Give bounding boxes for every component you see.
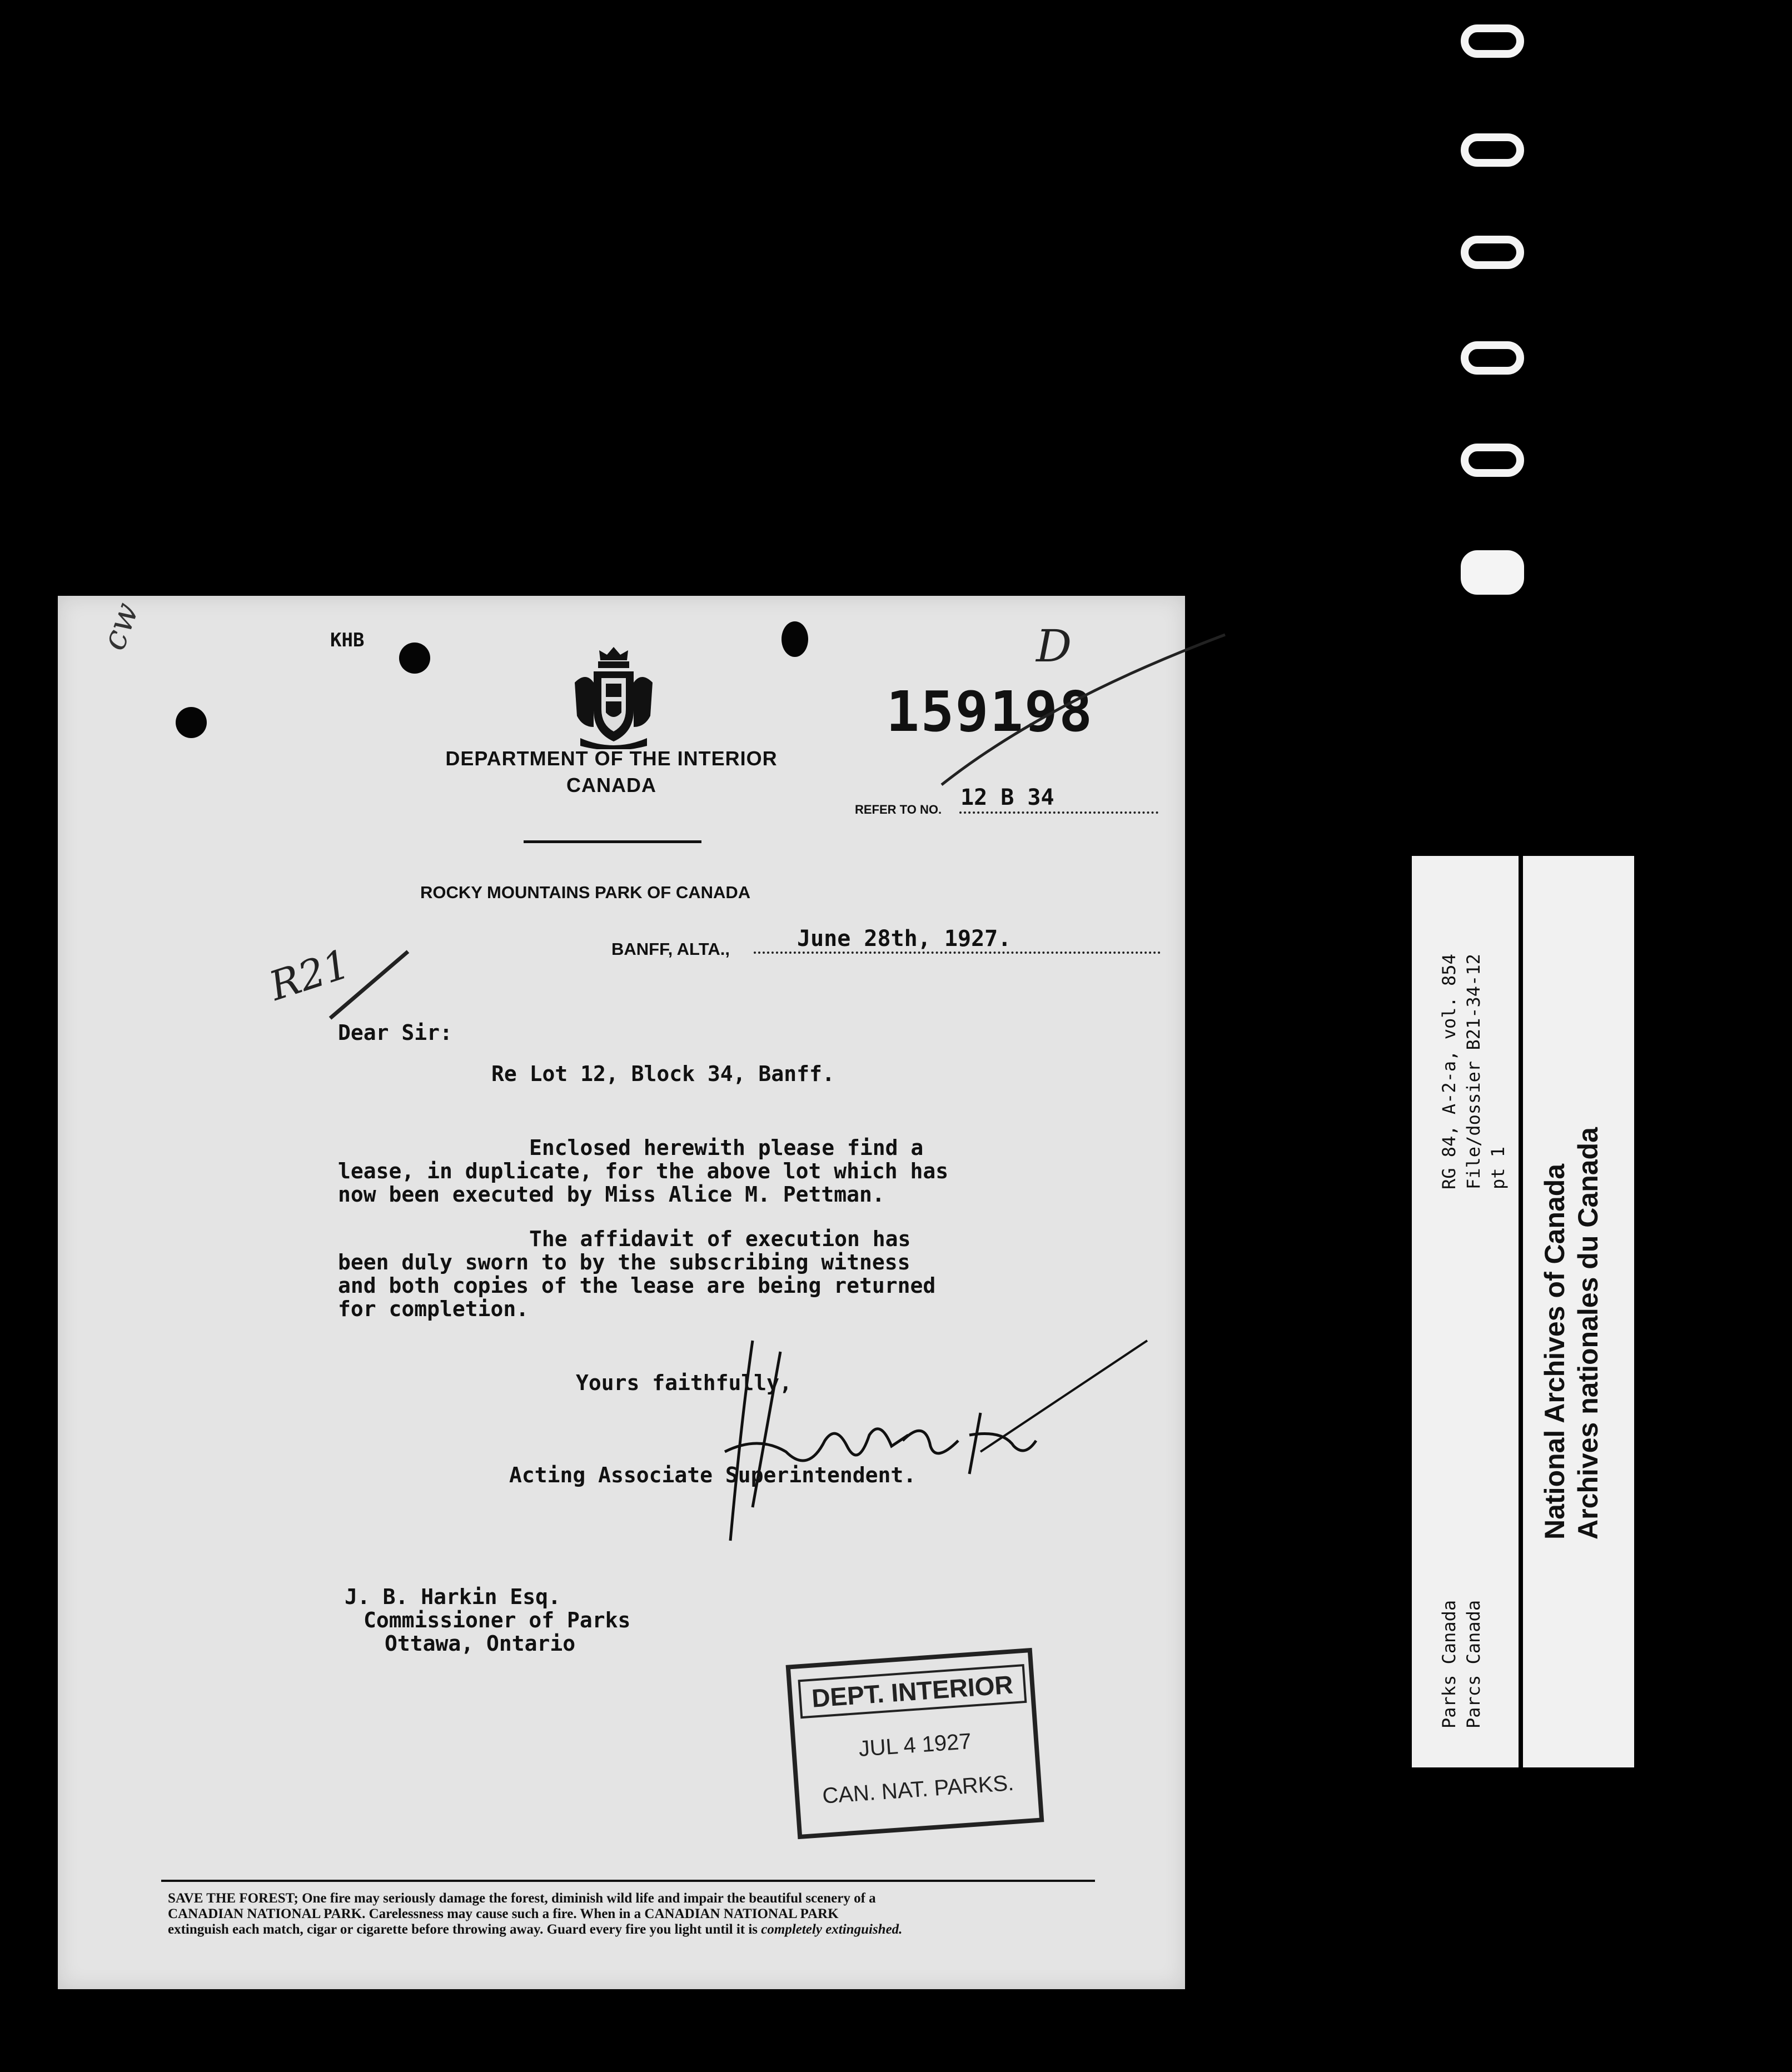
typist-initials: KHB: [330, 629, 365, 651]
refer-number: 12 B 34: [960, 785, 1054, 810]
paragraph-2-line: been duly sworn to by the subscribing witness: [338, 1250, 910, 1274]
footer-line: [168, 1922, 1102, 1937]
paragraph-1-line: lease, in duplicate, for the above lot which has: [338, 1159, 949, 1183]
recipient-line: Ottawa, Ontario: [385, 1631, 576, 1656]
frame-mark-6: [1461, 550, 1524, 595]
letter-date: June 28th, 1927.: [797, 926, 1012, 952]
label-divider: [1519, 856, 1523, 1767]
refer-dotted-line: [959, 811, 1158, 814]
recipient-line: Commissioner of Parks: [364, 1608, 631, 1632]
file-number-strike-mark: [936, 624, 1231, 790]
place-label: BANFF, ALTA.,: [611, 939, 730, 959]
stamp-line-2: JUL 4 1927: [858, 1729, 973, 1762]
archives-name-en: National Archives of Canada: [1539, 1163, 1570, 1540]
letter-page: [58, 596, 1185, 1989]
archive-ref-line-3: pt 1: [1487, 1146, 1509, 1189]
handwritten-signature: [669, 1307, 1158, 1585]
footer-lead: SAVE THE FOREST;: [168, 1891, 298, 1906]
archives-name-fr: Archives nationales du Canada: [1572, 1127, 1604, 1540]
footer-rule: [161, 1880, 1095, 1882]
refer-label: REFER TO NO.: [855, 803, 942, 816]
footer-line: CANADIAN NATIONAL PARK. Carelessness may cause such a fire. When in a CANADIAN NATIONAL PARK: [168, 1906, 839, 1921]
archive-reference-label: [1412, 856, 1519, 1767]
national-archives-label: [1523, 856, 1634, 1767]
footer-body: extinguish each match, cigar or cigarette before throwing away. Guard every fire you light until it is: [168, 1922, 761, 1937]
paragraph-1-line: Enclosed herewith please find a: [529, 1135, 924, 1160]
date-dotted-line: [754, 952, 1161, 954]
paragraph-1: [338, 1136, 948, 1206]
archive-ref-line-2: File/dossier B21-34-12: [1463, 954, 1484, 1189]
archive-agency-en: Parks Canada: [1438, 1600, 1460, 1729]
coat-of-arms-emblem: [569, 644, 658, 749]
letterhead-rule: [524, 840, 701, 843]
footer-body: One fire may seriously damage the forest, diminish wild life and impair the beautiful scenery of a: [298, 1891, 876, 1906]
paragraph-2: [338, 1227, 935, 1321]
salutation: Dear Sir:: [338, 1020, 452, 1045]
file-annotation-handwriting: D: [1036, 620, 1072, 672]
frame-mark-2: [1461, 133, 1524, 167]
closing: Yours faithfully,: [576, 1371, 792, 1395]
paragraph-1-line: now been executed by Miss Alice M. Pettman.: [338, 1182, 885, 1207]
paragraph-2-line: for completion.: [338, 1297, 529, 1321]
handwritten-margin-note: R21: [263, 940, 356, 1010]
signer-title: Acting Associate Superintendent.: [509, 1463, 917, 1487]
punch-hole: [399, 642, 430, 674]
frame-mark-5: [1461, 444, 1524, 477]
footer-emphasis: completely extinguished.: [761, 1922, 903, 1937]
letterhead-department: DEPARTMENT OF THE INTERIOR: [445, 747, 778, 770]
punch-hole: [781, 621, 808, 657]
footer-line: [168, 1891, 1102, 1906]
recipient-address: [345, 1585, 630, 1655]
received-stamp: [786, 1648, 1044, 1839]
archive-ref-line-1: RG 84, A-2-a, vol. 854: [1438, 954, 1460, 1189]
handwritten-corner-note: cw: [94, 597, 147, 655]
stamp-line-3: CAN. NAT. PARKS.: [822, 1770, 1015, 1809]
file-number: 159198: [886, 679, 1094, 744]
frame-mark-1: [1461, 24, 1524, 58]
fire-warning-footer: [168, 1891, 1102, 1937]
frame-mark-3: [1461, 236, 1524, 269]
archive-agency-fr: Parcs Canada: [1463, 1600, 1484, 1729]
handwritten-margin-stroke: [325, 946, 414, 1024]
stamp-line-1: DEPT. INTERIOR: [798, 1664, 1027, 1719]
recipient-line: J. B. Harkin Esq.: [345, 1585, 561, 1609]
paragraph-2-line: and both copies of the lease are being returned: [338, 1273, 936, 1298]
letterhead-country: CANADA: [566, 774, 656, 796]
paragraph-2-line: The affidavit of execution has: [529, 1227, 911, 1251]
frame-mark-4: [1461, 341, 1524, 375]
punch-hole: [176, 707, 207, 738]
park-name: ROCKY MOUNTAINS PARK OF CANADA: [420, 883, 751, 902]
subject-line: Re Lot 12, Block 34, Banff.: [491, 1062, 835, 1086]
